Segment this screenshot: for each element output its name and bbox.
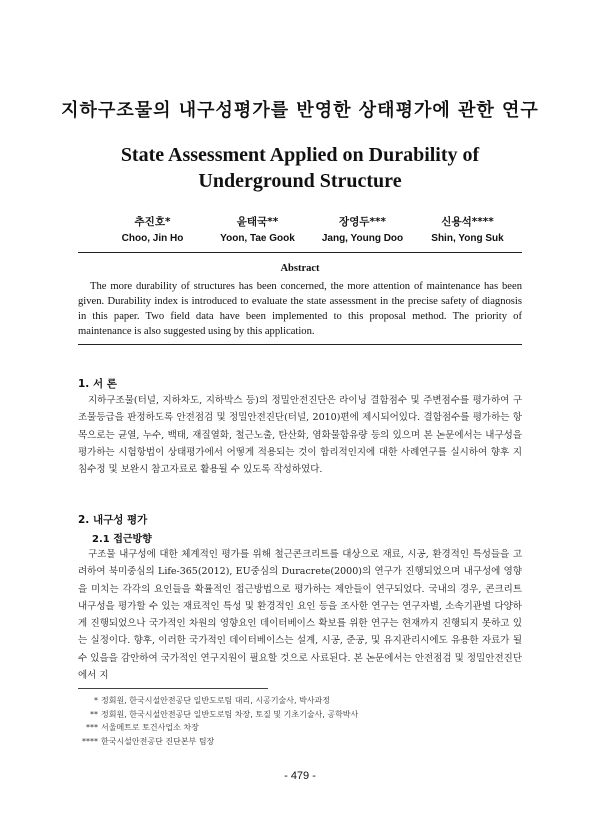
footnote-3: *** 서울메트로 토건사업소 차장: [86, 723, 199, 732]
paper-title-korean: 지하구조물의 내구성평가를 반영한 상태평가에 관한 연구: [61, 100, 539, 121]
author-2: [205, 214, 310, 244]
author-name-korean: 윤태국**: [236, 216, 279, 228]
author-1: [100, 214, 205, 244]
abstract-body: The more durability of structures has been concerned, the more attention of maintenance has been given. Durability index is introduced to evaluate the state assessment in the precise safety of diagnosis in this paper. Two field data have been implemented to this proposal method. The priority of maintenance is also suggested using by this application.: [78, 281, 522, 337]
page-number: - 479 -: [284, 770, 316, 782]
section-1-body: 지하구조물(터널, 지하차도, 지하박스 등)의 정밀안전진단은 라이닝 결함점수 및 주변점수를 평가하여 구조물등급을 판정하도록 안전점검 및 정밀안전진단(터널, 2010)편에 제시되어있다. 결함점수를 평가하는 항목으로는 균열, 누수, 백태, 재질열화, 철근노출, 탄산화, 염화물함유량 등의 있으며 본 논문에서는 내구성을 평가하는 시험항법이 상태평가에서 어떻게 적용되는 것이 합리적인지에 대한 사례연구를 실시하여 향후 지침수정 및 보완시 참고자료로 활용될 수 있도록 작성하였다.: [78, 395, 522, 476]
abstract-divider: [78, 344, 522, 345]
author-name-korean: 신용석****: [441, 216, 494, 228]
author-name-english: Shin, Yong Suk: [431, 233, 504, 244]
footnote-2: ** 정회원, 한국시설안전공단 일반도로팀 차장, 토질 및 기초기술사, 공학박사: [90, 709, 359, 719]
section-2-1-heading: 2.1 접근방향: [92, 534, 152, 545]
header-divider: [78, 252, 522, 253]
footnote-4: **** 한국시설안전공단 진단본부 팀장: [82, 736, 215, 746]
abstract-heading: Abstract: [280, 263, 320, 274]
section-2-1-body: 구조물 내구성에 대한 체계적인 평가를 위해 철근콘크리트를 대상으로 재료, 시공, 환경적인 특성들을 고려하여 북미중심의 Life-365(2012), EU중심의 Duracrete(2000)의 연구가 진행되었으며 내구성에 영향을 미치는 각각의 요인들을 확률적인 접근방법으로 평가하는 제안들이 연구되었다. 국내의 경우, 콘크리트 내구성을 평가할 수 있는 재료적인 특성 및 환경적인 요인 등을 조사한 연구는 연구자별, 소속기관별 다양하게 진행되었으나 국가적인 차원의 영향요인 데이터베이스 확보를 위한 연구는 현재까지 진행되지 못하고 있는 실정이다. 향후, 이러한 국가적인 데이터베이스는 설계, 시공, 준공, 및 유지관리시에도 유용한 자료가 될 수 있을을 감안하여 국가적인 연구지원이 필요할 것으로 사료된다. 본 논문에서는 안전점검 및 정밀안전진단에서 지: [78, 549, 522, 682]
paper-title-english: [0, 142, 600, 194]
author-name-english: Jang, Young Doo: [321, 233, 404, 244]
footnote-1: * 정회원, 한국시설안전공단 일반도로팀 대리, 시공기술사, 박사과정: [94, 696, 330, 705]
author-4: [415, 214, 520, 244]
footnote-divider: [78, 688, 268, 689]
author-name-english: Yoon, Tae Gook: [220, 233, 295, 244]
author-name-korean: 장영두***: [339, 216, 386, 228]
paper-title-english-line2: Underground Structure: [198, 170, 402, 192]
author-list: [100, 214, 520, 244]
paper-title-english-line1: State Assessment Applied on Durability of: [120, 144, 480, 166]
footnotes: [78, 694, 522, 748]
author-name-english: Choo, Jin Ho: [121, 233, 184, 244]
author-name-korean: 추진호*: [134, 216, 171, 228]
section-2-heading: 2. 내구성 평가: [78, 514, 148, 526]
author-3: [310, 214, 415, 244]
section-1-heading: 1. 서 론: [78, 378, 117, 390]
